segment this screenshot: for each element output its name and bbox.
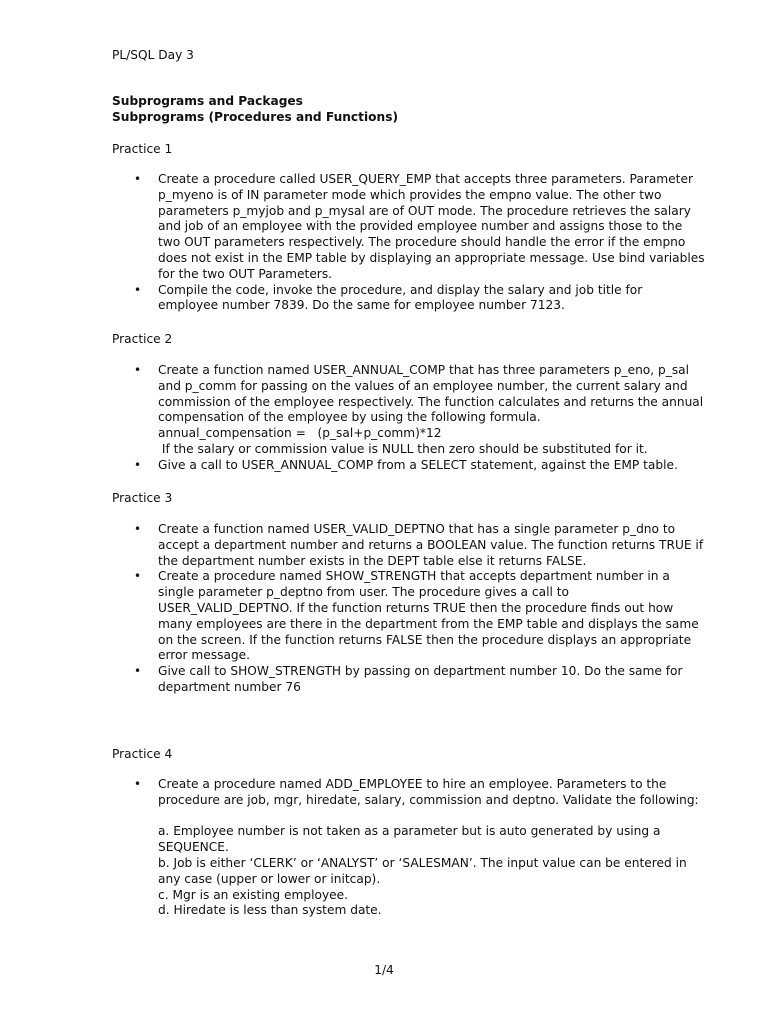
practice-3-item-1 xyxy=(112,522,732,569)
bullet-icon: • xyxy=(134,457,142,472)
practice-2-item-1 xyxy=(112,363,732,458)
text-line: Create a function named USER_VALID_DEPTNO that has a single parameter p_dno to xyxy=(158,522,676,536)
document-header: PL/SQL Day 3 xyxy=(112,48,194,62)
text-line: Create a procedure named ADD_EMPLOYEE to hire an employee. Parameters to the xyxy=(158,777,667,791)
practice-1-list xyxy=(112,172,732,314)
text-line: single parameter p_deptno from user. The procedure gives a call to xyxy=(158,585,569,600)
text-line: Give call to SHOW_STRENGTH by passing on department number 10. Do the same for xyxy=(158,664,683,679)
text-line: any case (upper or lower or initcap). xyxy=(158,871,381,886)
text-line: many employees are there in the department from the EMP table and displays the same xyxy=(158,616,699,631)
practice-3-list xyxy=(112,522,732,696)
section-title-main: Subprograms and Packages xyxy=(112,94,303,108)
section-title-sub: Subprograms (Procedures and Functions) xyxy=(112,109,399,124)
practice-3-heading: Practice 3 xyxy=(112,491,173,505)
text-line: employee number 7839. Do the same for employee number 7123. xyxy=(158,298,565,313)
text-line: procedure are job, mgr, hiredate, salary, commission and deptno. Validate the following: xyxy=(158,792,699,807)
text-line: Create a procedure called USER_QUERY_EMP that accepts three parameters. Parameter xyxy=(158,172,693,186)
bullet-icon: • xyxy=(134,777,142,791)
practice-2-list xyxy=(112,363,732,474)
bullet-icon: • xyxy=(134,363,142,377)
text-line: Give a call to USER_ANNUAL_COMP from a SELECT statement, against the EMP table. xyxy=(158,457,678,472)
page-number: 1/4 xyxy=(374,963,394,977)
practice-4-heading: Practice 4 xyxy=(112,747,173,761)
bullet-icon: • xyxy=(134,282,142,297)
section-titles xyxy=(112,94,398,125)
blank-line xyxy=(158,809,732,825)
text-line: for the two OUT Parameters. xyxy=(158,266,333,281)
text-line: compensation of the employee by using the following formula. xyxy=(158,410,541,425)
text-line: Create a function named USER_ANNUAL_COMP that has three parameters p_eno, p_sal xyxy=(158,363,690,377)
bullet-icon: • xyxy=(134,664,142,679)
bullet-icon: • xyxy=(134,569,142,584)
text-line: does not exist in the EMP table by displaying an appropriate message. Use bind variables xyxy=(158,250,705,265)
text-line: commission of the employee respectively. The function calculates and returns the annual xyxy=(158,394,704,409)
text-line: and p_comm for passing on the values of an employee number, the current salary and xyxy=(158,378,688,393)
text-line: department number 76 xyxy=(158,679,301,694)
practice-1-item-1 xyxy=(112,172,732,283)
text-line: Compile the code, invoke the procedure, and display the salary and job title for xyxy=(158,282,643,297)
text-line: Create a procedure named SHOW_STRENGTH that accepts department number in a xyxy=(158,569,670,584)
text-line: accept a department number and returns a BOOLEAN value. The function returns TRUE if xyxy=(158,537,704,552)
text-line: the department number exists in the DEPT table else it returns FALSE. xyxy=(158,553,587,568)
text-line: and job of an employee with the provided employee number and assigns those to the xyxy=(158,219,683,234)
text-line: p_myeno is of IN parameter mode which provides the empno value. The other two xyxy=(158,187,662,202)
bullet-icon: • xyxy=(134,522,142,536)
bullet-icon: • xyxy=(134,172,142,186)
text-line: a. Employee number is not taken as a parameter but is auto generated by using a xyxy=(158,824,661,839)
text-line: error message. xyxy=(158,648,251,663)
practice-4-list xyxy=(112,777,732,919)
practice-2-heading: Practice 2 xyxy=(112,332,173,346)
practice-4-item-1 xyxy=(112,777,732,919)
practice-1-item-2 xyxy=(112,283,732,315)
practice-3-item-2 xyxy=(112,569,732,664)
text-line: two OUT parameters respectively. The procedure should handle the error if the empno xyxy=(158,235,686,250)
text-line: on the screen. If the function returns FALSE then the procedure displays an appropriate xyxy=(158,632,692,647)
text-line: b. Job is either ‘CLERK’ or ‘ANALYST’ or ‘SALESMAN’. The input value can be entered in xyxy=(158,855,687,870)
text-line: USER_VALID_DEPTNO. If the function returns TRUE then the procedure finds out how xyxy=(158,600,674,615)
text-line: c. Mgr is an existing employee. xyxy=(158,887,349,902)
text-line: SEQUENCE. xyxy=(158,840,229,855)
text-line: parameters p_myjob and p_mysal are of OUT mode. The procedure retrieves the salary xyxy=(158,203,691,218)
practice-1-heading: Practice 1 xyxy=(112,142,173,156)
practice-3-item-3 xyxy=(112,664,732,696)
text-line: annual_compensation = (p_sal+p_comm)*12 xyxy=(158,426,442,441)
text-line: If the salary or commission value is NULL then zero should be substituted for it. xyxy=(158,441,648,456)
practice-2-item-2 xyxy=(112,458,732,474)
text-line: d. Hiredate is less than system date. xyxy=(158,903,382,918)
